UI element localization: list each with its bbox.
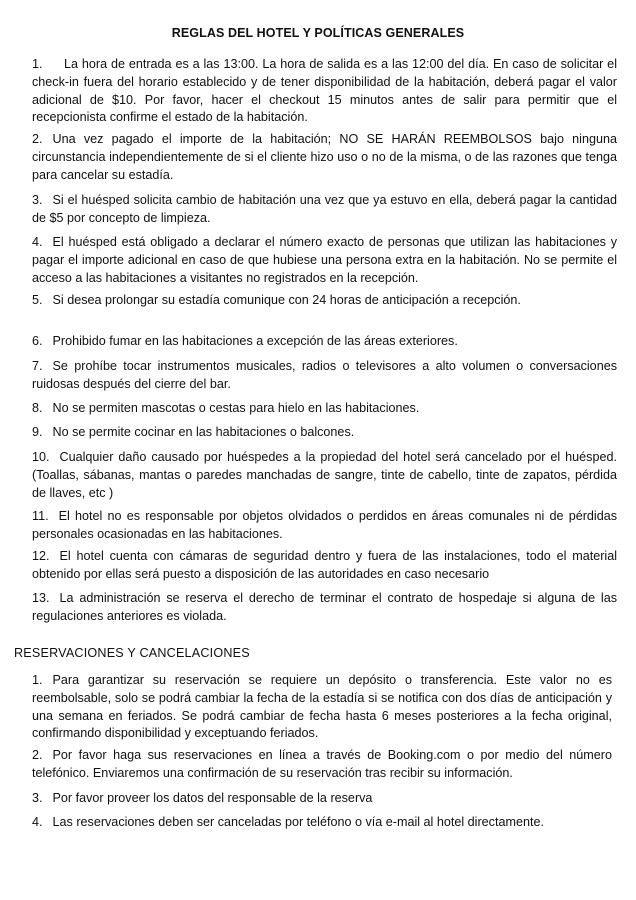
rule-text: No se permiten mascotas o cestas para hielo en las habitaciones. bbox=[52, 401, 420, 415]
rule-item-13 bbox=[32, 590, 617, 626]
reservation-text: Las reservaciones deben ser canceladas por teléfono o vía e-mail al hotel directamente. bbox=[52, 815, 544, 829]
rule-item-12 bbox=[32, 548, 617, 584]
rule-text: La administración se reserva el derecho de terminar el contrato de hospedaje si alguna de las regulaciones anteriores es violada. bbox=[32, 591, 617, 623]
rule-number: 2. bbox=[32, 132, 43, 146]
rule-item-8 bbox=[32, 400, 617, 418]
rule-number: 9. bbox=[32, 425, 43, 439]
reservation-text: Por favor haga sus reservaciones en línea a través de Booking.com o por medio del número telefónico. Enviaremos una confirmación de su reservación tras recibir su información. bbox=[32, 748, 612, 780]
rule-number: 3. bbox=[32, 193, 43, 207]
reservation-item-2 bbox=[32, 747, 612, 783]
rule-item-11 bbox=[32, 508, 617, 544]
rule-text: La hora de entrada es a las 13:00. La hora de salida es a las 12:00 del día. En caso de solicitar el check-in fuera del horario establecido y de tener disponibilidad de la habitación, deberá pagar el valor adicional de $10. Por favor, hacer el checkout 15 minutos antes de salir para permitir que el recepcionista confirme el estado de la habitación. bbox=[32, 57, 617, 125]
rule-text: El huésped está obligado a declarar el número exacto de personas que utilizan las habitaciones y pagar el importe adicional en caso de que hubiese una persona extra en la habitación. No se permite el acceso a las habitaciones a visitantes no registrados en la recepción. bbox=[32, 235, 617, 285]
rule-number: 6. bbox=[32, 334, 43, 348]
rule-text: Si desea prolongar su estadía comunique con 24 horas de anticipación a recepción. bbox=[52, 293, 521, 307]
rule-text: Se prohíbe tocar instrumentos musicales, radios o televisores a alto volumen o conversaciones ruidosas después del cierre del bar. bbox=[32, 359, 617, 391]
rule-item-4 bbox=[32, 234, 617, 287]
rule-text: Si el huésped solicita cambio de habitación una vez que ya estuvo en ella, deberá pagar la cantidad de $5 por concepto de limpieza. bbox=[32, 193, 617, 225]
rule-number: 4. bbox=[32, 235, 43, 249]
rule-item-5 bbox=[32, 292, 617, 310]
rule-number: 8. bbox=[32, 401, 43, 415]
rule-text: El hotel no es responsable por objetos olvidados o perdidos en áreas comunales ni de pérdidas personales ocasionadas en las habitaciones. bbox=[32, 509, 617, 541]
document-title: REGLAS DEL HOTEL Y POLÍTICAS GENERALES bbox=[171, 26, 465, 40]
reservation-number: 4. bbox=[32, 815, 43, 829]
rule-number: 13. bbox=[32, 591, 50, 605]
rule-text: El hotel cuenta con cámaras de seguridad dentro y fuera de las instalaciones, todo el material obtenido por ellas será puesto a disposición de las autoridades en caso necesario bbox=[32, 549, 617, 581]
reservation-item-3 bbox=[32, 790, 612, 808]
reservation-number: 2. bbox=[32, 748, 43, 762]
rule-number: 1. bbox=[32, 57, 43, 71]
reservation-number: 1. bbox=[32, 673, 43, 687]
rule-text: Cualquier daño causado por huéspedes a la propiedad del hotel será cancelado por el huésped. (Toallas, sábanas, mantas o paredes manchadas de sangre, tinte de cabello, tinte de zapatos, pérdida de llaves, etc ) bbox=[32, 450, 617, 500]
reservation-item-4 bbox=[32, 814, 612, 832]
rule-item-3 bbox=[32, 192, 617, 228]
reservations-heading: RESERVACIONES Y CANCELACIONES bbox=[14, 646, 250, 660]
rule-number: 11. bbox=[32, 509, 49, 523]
rule-item-10 bbox=[32, 449, 617, 502]
rule-item-9 bbox=[32, 424, 617, 442]
rule-text: Prohibido fumar en las habitaciones a excepción de las áreas exteriores. bbox=[52, 334, 458, 348]
rule-number: 7. bbox=[32, 359, 43, 373]
rule-item-7 bbox=[32, 358, 617, 394]
rule-item-6 bbox=[32, 333, 617, 351]
rule-number: 10. bbox=[32, 450, 50, 464]
reservation-text: Para garantizar su reservación se requiere un depósito o transferencia. Este valor no es reembolsable, solo se podrá cambiar la fecha de la estadía si se notifica con dos días de anticipación y una semana en feriados. Se podrá cambiar de fecha hasta 6 meses posteriores a la fecha original, confirmando disponibilidad y exceptuando feriados. bbox=[32, 673, 612, 741]
rule-text: Una vez pagado el importe de la habitación; NO SE HARÁN REEMBOLSOS bajo ninguna circunstancia independientemente de si el cliente hizo uso o no de la misma, o de las razones que tenga para cancelar su estadía. bbox=[32, 132, 617, 182]
reservation-text: Por favor proveer los datos del responsable de la reserva bbox=[52, 791, 373, 805]
rule-number: 12. bbox=[32, 549, 50, 563]
rule-text: No se permite cocinar en las habitaciones o balcones. bbox=[52, 425, 355, 439]
rule-item-2 bbox=[32, 131, 617, 184]
rule-number: 5. bbox=[32, 293, 43, 307]
rule-item-1 bbox=[32, 56, 617, 127]
reservation-number: 3. bbox=[32, 791, 43, 805]
reservation-item-1 bbox=[32, 672, 612, 743]
